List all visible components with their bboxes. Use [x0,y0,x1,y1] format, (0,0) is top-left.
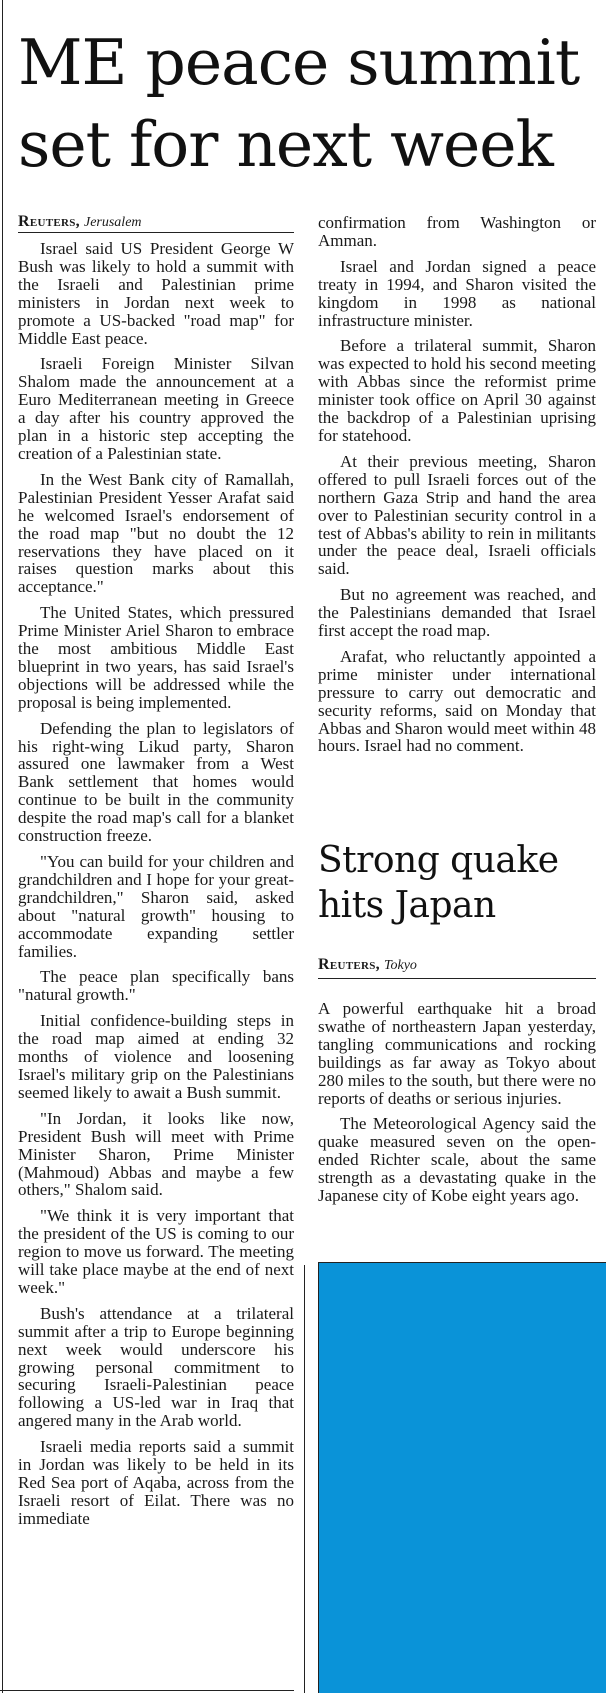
article-paragraph: Before a trilateral summit, Sharon was expected to hold his second meeting with Abbas since the reformist prime minister took office on April 30 against the backdrop of a Palestinian uprising for statehood. [318,336,596,445]
advertisement-box [318,1262,606,1693]
quake-paragraph: A powerful earthquake hit a broad swathe of northeastern Japan yesterday, tangling communications and rocking buildings as far away as Tokyo about 280 miles to the south, but there were no reports of deaths or serious injuries. [318,999,596,1108]
bottom-rule [0,1690,294,1691]
byline-place: Tokyo [383,958,417,973]
article-paragraph: Defending the plan to legislators of his right-wing Likud party, Sharon assured one lawmaker from a West Bank settlement that homes would continue to be built in the community despite the road map's call for a blanket construction freeze. [18,718,294,846]
article-paragraph: "We think it is very important that the president of the US is coming to our region to move us forward. The meeting will take place maybe at the end of next week." [18,1206,294,1297]
article-column-1 [18,240,294,1536]
article-paragraph: At their previous meeting, Sharon offered to pull Israeli forces out of the northern Gaza Strip and hand the area over to Palestinian security control in a test of Abbas's ability to rein in militants under the peace deal, Israeli officials said. [318,451,596,579]
article-paragraph: Initial confidence-building steps in the road map aimed at ending 32 months of violence and loosening Israel's military grip on the Palestinians seemed likely to await a Bush summit. [18,1011,294,1102]
article-paragraph: Bush's attendance at a trilateral summit after a trip to Europe beginning next week would underscore his growing personal commitment to securing Israeli-Palestinian peace following a US-led war in Iraq that angered many in the Arab world. [18,1303,294,1431]
article-column-2 [318,214,596,763]
article-paragraph: Arafat, who reluctantly appointed a prime minister under international pressure to carry out democratic and security reforms, said on Monday that Abbas and Sharon would meet within 48 hours. Israel had no comment. [318,646,596,756]
main-byline [18,213,142,231]
article-paragraph: But no agreement was reached, and the Palestinians demanded that Israel first accept the road map. [318,585,596,641]
quake-article-body [318,1000,596,1213]
article-paragraph: In the West Bank city of Ramallah, Palestinian President Yesser Arafat said he welcomed Israel's endorsement of the road map "but no doubt the 12 reservations they have placed on it raises question marks about this acceptance." [18,469,294,597]
main-headline: ME peace summit set for next week [18,26,580,181]
article-paragraph: Israel said US President George W Bush was likely to hold a summit with the Israeli and Palestinian prime ministers in Jordan next week to promote a US-backed "road map" for Middle East peace. [18,239,294,348]
article-paragraph: Israeli Foreign Minister Silvan Shalom made the announcement at a Euro Mediterranean meeting in Greece a day after his country approved the plan in a historic step accepting the creation of a Palestinian state. [18,354,294,463]
byline-agency: Reuters, [18,213,80,230]
article-paragraph: The peace plan specifically bans "natural growth." [18,967,294,1005]
quake-byline [318,956,417,974]
page-left-rule [2,0,3,1693]
article-paragraph: Israel and Jordan signed a peace treaty in 1994, and Sharon visited the kingdom in 1998 as national infrastructure minister. [318,256,596,330]
article-paragraph: Israeli media reports said a summit in Jordan was likely to be held in its Red Sea port of Aqaba, across from the Israeli resort of Eilat. There was no immediate [18,1437,294,1528]
quake-byline-rule [318,978,596,979]
byline-agency: Reuters, [318,956,380,973]
article-paragraph: "In Jordan, it looks like now, President Bush will meet with Prime Minister Sharon, Prime Minister (Mahmoud) Abbas and maybe a few others," Shalom said. [18,1108,294,1200]
article-continuation: confirmation from Washington or Amman. [318,213,596,250]
article-paragraph: "You can build for your children and grandchildren and I hope for your great-grandchildren," Sharon said, asked about "natural growth" housing to accommodate expanding settler families. [18,852,294,961]
quake-paragraph: The Meteorological Agency said the quake measured seven on the open-ended Richter scale, about the same strength as a devastating quake in the Japanese city of Kobe eight years ago. [318,1114,596,1206]
column-divider-rule [304,1265,305,1693]
byline-place: Jerusalem [83,215,142,230]
byline-rule [18,232,294,233]
article-paragraph: The United States, which pressured Prime Minister Ariel Sharon to embrace the most ambitious Middle East blueprint in two years, has said Israel's objections will be addressed while the proposal is being implemented. [18,603,294,712]
quake-headline: Strong quake hits Japan [318,840,559,926]
